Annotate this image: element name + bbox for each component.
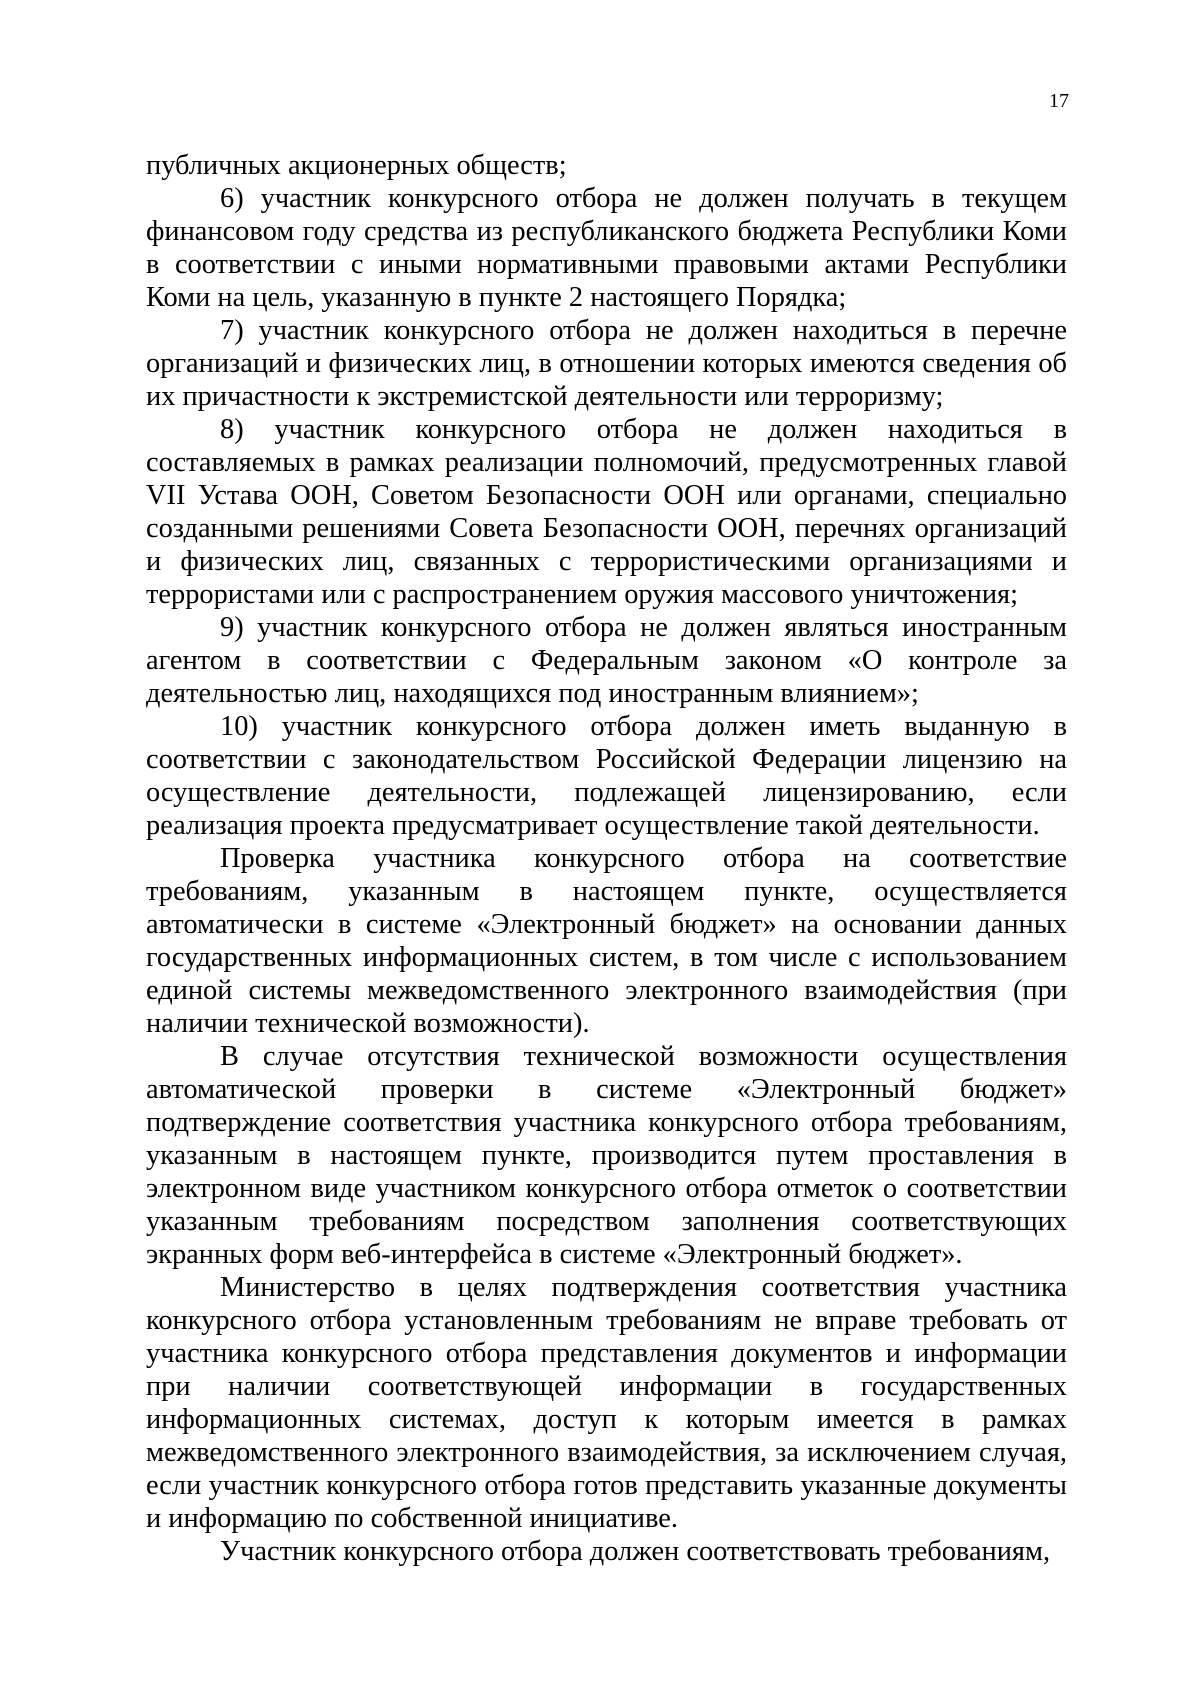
paragraph-automatic-check: Проверка участника конкурсного отбора на соответствие требованиям, указанным в настоящем пункте, осуществляется автоматически в системе «Электронный бюджет» на основании данных государственных информационных систем, в том числе с использованием единой системы межведомственного электронного взаимодействия (при наличии технической возможности). (146, 843, 1067, 1039)
page-number: 17 (1049, 90, 1069, 112)
paragraph-item-8: 8) участник конкурсного отбора не должен находиться в составляемых в рамках реализации полномочий, предусмотренных главой VII Устава ООН, Советом Безопасности ООН или органами, специально созданными решениями Совета Безопасности ООН, перечнях организаций и физических лиц, связанных с террористическими организациями и террористами или с распространением оружия массового уничтожения; (146, 414, 1067, 610)
paragraph-manual-confirmation: В случае отсутствия технической возможности осуществления автоматической проверки в системе «Электронный бюджет» подтверждение соответствия участника конкурсного отбора требованиям, указанным в настоящем пункте, производится путем проставления в электронном виде участником конкурсного отбора отметок о соответствии указанным требованиям посредством заполнения соответствующих экранных форм веб-интерфейса в системе «Электронный бюджет». (146, 1041, 1067, 1270)
document-body (146, 149, 1067, 1568)
paragraph-item-10: 10) участник конкурсного отбора должен иметь выданную в соответствии с законодательством Российской Федерации лицензию на осуществление деятельности, подлежащей лицензированию, если реализация проекта предусматривает осуществление такой деятельности. (146, 711, 1067, 841)
paragraph-item-6: 6) участник конкурсного отбора не должен получать в текущем финансовом году средства из республиканского бюджета Республики Коми в соответствии с иными нормативными правовыми актами Республики Коми на цель, указанную в пункте 2 настоящего Порядка; (146, 183, 1067, 313)
paragraph-item-9: 9) участник конкурсного отбора не должен являться иностранным агентом в соответствии с Федеральным законом «О контроле за деятельностью лиц, находящихся под иностранным влиянием»; (146, 612, 1067, 709)
paragraph-item-7: 7) участник конкурсного отбора не должен находиться в перечне организаций и физических лиц, в отношении которых имеются сведения об их причастности к экстремистской деятельности или терроризму; (146, 315, 1067, 412)
paragraph-ministry-restriction: Министерство в целях подтверждения соответствия участника конкурсного отбора установленным требованиям не вправе требовать от участника конкурсного отбора представления документов и информации при наличии соответствующей информации в государственных информационных системах, доступ к которым имеется в рамках межведомственного электронного взаимодействия, за исключением случая, если участник конкурсного отбора готов представить указанные документы и информацию по собственной инициативе. (146, 1272, 1067, 1534)
paragraph-continuation: публичных акционерных обществ; (146, 150, 567, 181)
paragraph-requirements-start: Участник конкурсного отбора должен соответствовать требованиям, (220, 1536, 1051, 1567)
